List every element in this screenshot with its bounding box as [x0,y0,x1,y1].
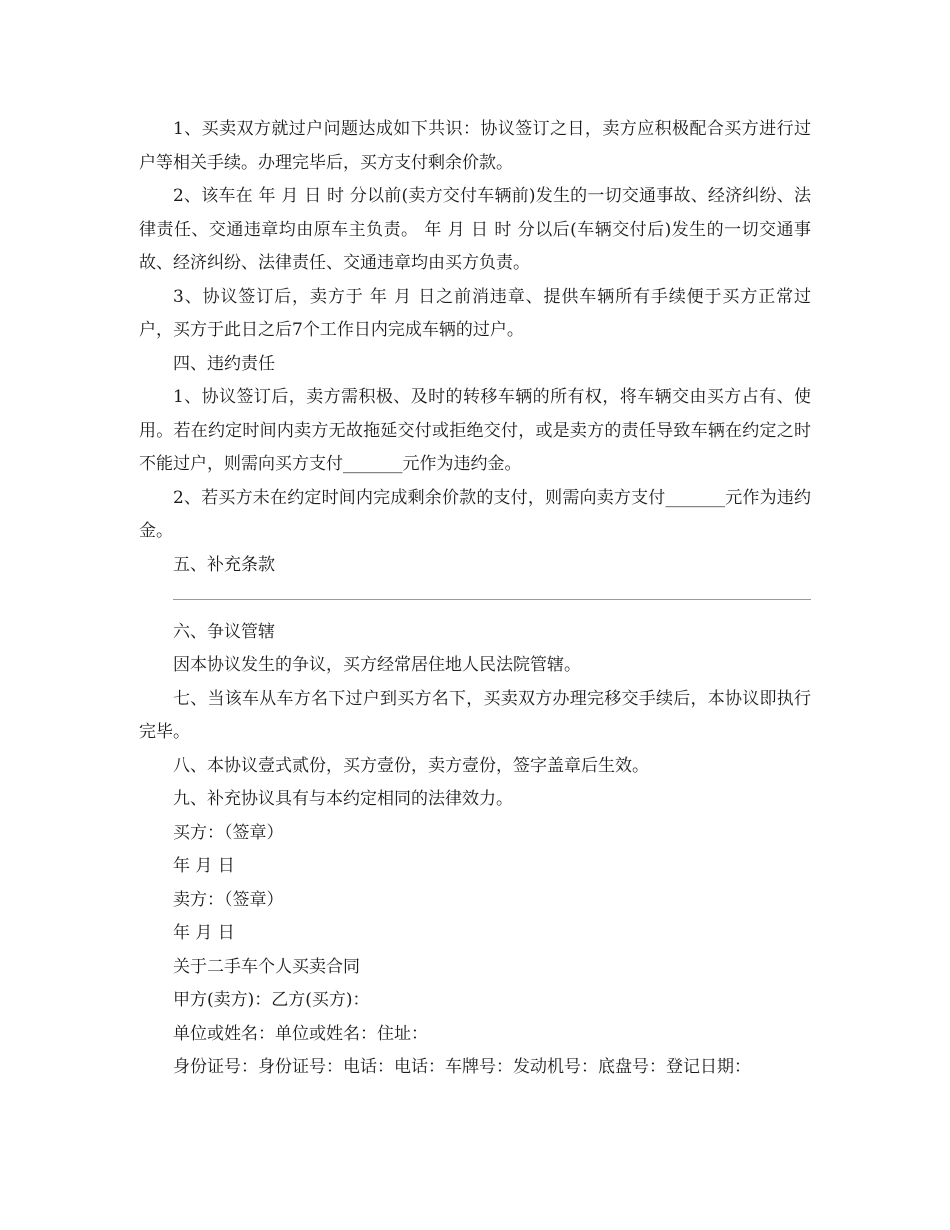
contract-names-address: 单位或姓名：单位或姓名：住址： [173,1023,428,1044]
clause-execution-complete: 七、当该车从车方名下过户到买方名下，买卖双方办理完移交手续后，本协议即执行完毕。 [139,688,811,742]
supplement-blank-line [173,582,811,616]
buyer-signature: 买方：（签章） [173,822,284,843]
clause-buyer-breach: 2、若买方未在约定时间内完成剩余价款的支付，则需向卖方支付_______元作为违约金。 [139,487,811,541]
section-heading-breach: 四、违约责任 [173,353,275,374]
contract-id-vehicle-fields: 身份证号：身份证号：电话：电话：车牌号：发动机号：底盘号：登记日期： [173,1057,751,1077]
clause-supplement-effect: 九、补充协议具有与本约定相同的法律效力。 [173,789,513,809]
contract-title: 关于二手车个人买卖合同 [173,956,360,977]
contract-parties: 甲方(卖方)：乙方(买方)： [173,990,370,1010]
clause-liability-period: 2、该车在 年 月 日 时 分以前(卖方交付车辆前)发生的一切交通事故、经济纠纷、法律责任、交通违章均由原车主负责。 年 月 日 时 分以后(车辆交付后)发生的一切交通事故、经济纠纷、法律责任、交通违章均由买方负责。 [139,186,811,273]
seller-signature: 卖方：（签章） [173,889,284,910]
seller-signature-date: 年 月 日 [173,923,235,943]
buyer-signature-date: 年 月 日 [173,856,235,876]
section-heading-supplement: 五、补充条款 [173,554,275,575]
clause-copies: 八、本协议壹式贰份，买方壹份，卖方壹份，签字盖章后生效。 [173,755,649,776]
document-body [139,113,811,1085]
clause-transfer-deadline: 3、协议签订后，卖方于 年 月 日之前消违章、提供车辆所有手续便于买方正常过户，买方于此日之后7个工作日内完成车辆的过户。 [139,286,811,340]
clause-seller-breach: 1、协议签订后，卖方需积极、及时的转移车辆的所有权，将车辆交由买方占有、使用。若在约定时间内卖方无故拖延交付或拒绝交付，或是卖方的责任导致车辆在约定之时不能过户，则需向买方支付_______元作为违约金。 [139,387,811,474]
clause-transfer-consensus: 1、买卖双方就过户问题达成如下共识：协议签订之日，卖方应积极配合买方进行过户等相关手续。办理完毕后，买方支付剩余价款。 [139,119,811,173]
section-heading-dispute: 六、争议管辖 [173,621,275,642]
clause-dispute-court: 因本协议发生的争议，买方经常居住地人民法院管辖。 [173,655,581,675]
